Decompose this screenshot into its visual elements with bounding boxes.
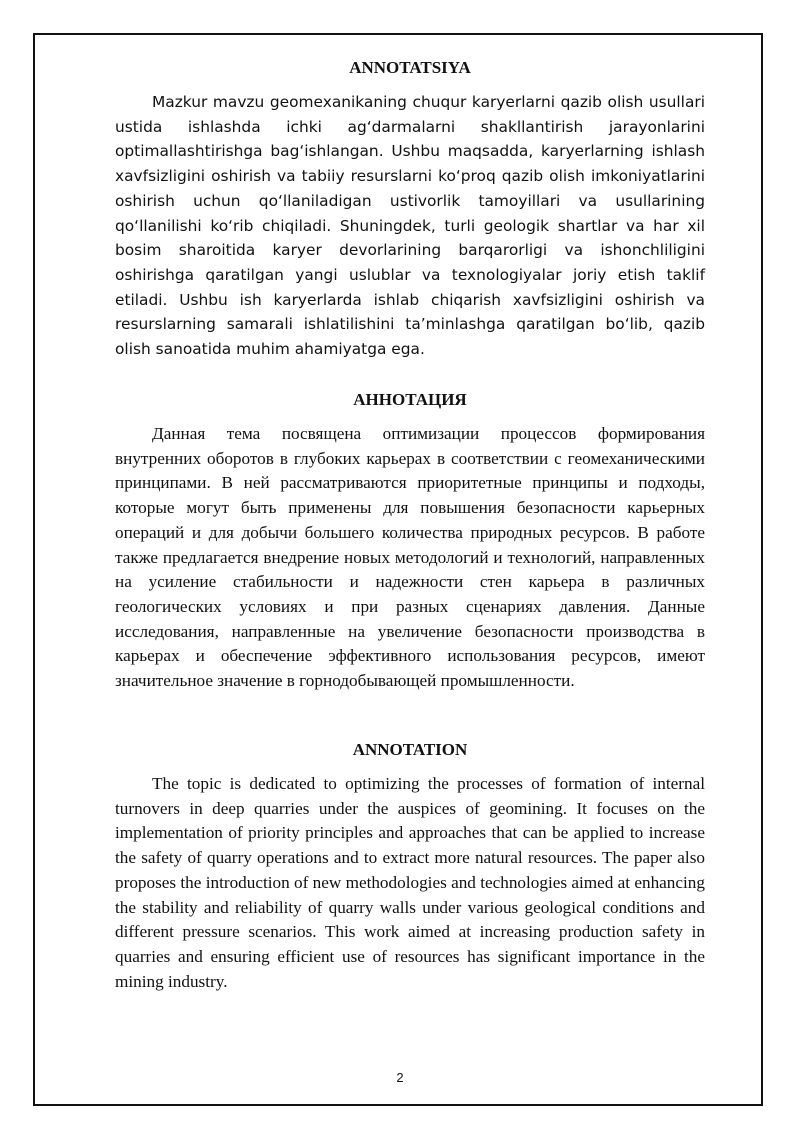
page-number: 2 [396, 1070, 404, 1085]
annotation-english [115, 738, 705, 994]
paragraph-uzbek: Mazkur mavzu geomexanikaning chuqur karyerlarni qazib olish usullari ustida ishlashda ichki ag‘darmalarni shakllantirish jarayonlarini optimallashtirishga bag‘ishlangan. Ushbu maqsadda, karyerlarning ishlash xavfsizligini oshirish va tabiiy resurslarni ko‘proq qazib olish imkoniyatlarini oshirish uchun qo‘llaniladigan ustivorlik tamoyillari va usullarining qo‘llanilishi ko‘rib chiqiladi. Shuningdek, turli geologik shartlar va har xil bosim sharoitida karyer devorlarining barqarorligi va ishonchliligini oshirishga qaratilgan yangi uslublar va texnologiyalar joriy etish taklif etiladi. Ushbu ish karyerlarda ishlab chiqarish xavfsizligini oshirish va resurslarning samarali ishlatilishini ta’minlashga qaratilgan bo‘lib, qazib olish sanoatida muhim ahamiyatga ega. [115, 93, 705, 359]
annotation-russian [115, 388, 705, 694]
heading-russian: АННОТАЦИЯ [353, 390, 467, 409]
annotation-uzbek [115, 56, 705, 362]
heading-uzbek: ANNOTATSIYA [349, 58, 471, 77]
paragraph-russian: Данная тема посвящена оптимизации процессов формирования внутренних оборотов в глубоких карьерах в соответствии с геомеханическими принципами. В ней рассматриваются приоритетные принципы и подходы, которые могут быть применены для повышения безопасности карьерных операций и для добычи большего количества природных ресурсов. В работе также предлагается внедрение новых методологий и технологий, направленных на усиление стабильности и надежности стен карьера в различных геологических условиях и при разных сценариях давления. Данные исследования, направленные на увеличение безопасности производства в карьерах и обеспечение эффективного использования ресурсов, имеют значительное значение в горнодобывающей промышленности. [115, 424, 705, 691]
heading-english: ANNOTATION [352, 740, 468, 759]
paragraph-english: The topic is dedicated to optimizing the processes of formation of internal turnovers in deep quarries under the auspices of geomining. It focuses on the implementation of priority principles and approaches that can be applied to increase the safety of quarry operations and to extract more natural resources. The paper also proposes the introduction of new methodologies and technologies aimed at enhancing the stability and reliability of quarry walls under various geological conditions and different pressure scenarios. This work aimed at increasing production safety in quarries and ensuring efficient use of resources has significant importance in the mining industry. [115, 774, 705, 991]
